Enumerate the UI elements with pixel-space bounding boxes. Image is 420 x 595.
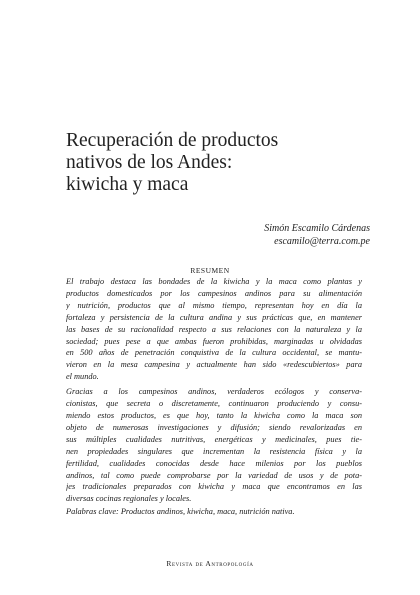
abstract-line: fortaleza y persistencia de la cultura andina y sus prácticas que, en mantener bbox=[66, 312, 362, 322]
article-title bbox=[66, 130, 366, 196]
title-line: nativos de los Andes: bbox=[66, 152, 233, 173]
author-block bbox=[264, 222, 370, 248]
abstract-line: las bases de su racionalidad respecto a sus relaciones con la naturaleza y la bbox=[66, 324, 362, 334]
resumen-heading: RESUMEN bbox=[190, 266, 230, 275]
abstract-line: sus múltiples cualidades nutritivas, energéticas y medicinales, pues tie- bbox=[66, 434, 362, 444]
abstract-line: en 500 años de penetración conquistiva de la cultura occidental, se mantu- bbox=[66, 348, 362, 358]
title-line: Recuperación de productos bbox=[66, 130, 279, 151]
abstract-line: vieron en la mesa campesina y actualmente han sido «redescubiertos» para bbox=[66, 360, 362, 370]
abstract bbox=[66, 276, 362, 518]
abstract-line: y nutrición, productos que al mismo tiempo, representan hoy en día la bbox=[66, 300, 362, 310]
abstract-line: cionistas, que secreta o discretamente, continuaron produciendo y consu- bbox=[66, 399, 362, 409]
abstract-line: diversas cocinas regionales y locales. bbox=[66, 494, 192, 504]
abstract-line: andinos, tal como puede comprobarse por la variedad de usos y de pota- bbox=[66, 470, 362, 480]
abstract-line: nen propiedades singulares que incrementan la resistencia física y la bbox=[66, 446, 362, 456]
journal-footer: Revista de Antropología bbox=[166, 559, 254, 568]
abstract-line: Gracias a los campesinos andinos, verdaderos ecólogos y conserva- bbox=[66, 387, 362, 397]
abstract-line: jes tradicionales preparados con kiwicha y maca que encontramos en las bbox=[66, 482, 362, 492]
keywords: Palabras clave: Productos andinos, kiwicha, maca, nutrición nativa. bbox=[66, 507, 295, 517]
abstract-line: el mundo. bbox=[66, 372, 99, 382]
author-email: escamilo@terra.com.pe bbox=[274, 236, 370, 247]
title-line: kiwicha y maca bbox=[66, 174, 189, 195]
abstract-line: miendo estos productos, es que hoy, tanto la kiwicha como la maca son bbox=[66, 410, 362, 420]
abstract-line: fertilidad, cualidades conocidas desde hace milenios por los pueblos bbox=[66, 458, 362, 468]
author-name: Simón Escamilo Cárdenas bbox=[264, 223, 370, 234]
abstract-line: productos domesticados por los campesinos andinos para su alimentación bbox=[66, 288, 362, 298]
abstract-line: El trabajo destaca las bondades de la kiwicha y la maca como plantas y bbox=[66, 277, 362, 286]
abstract-line: sociedad; pues pese a que ambas fueron prohibidas, marginadas u olvidadas bbox=[66, 336, 362, 346]
abstract-line: objeto de numerosas investigaciones y difusión; siendo revalorizadas en bbox=[66, 422, 362, 432]
